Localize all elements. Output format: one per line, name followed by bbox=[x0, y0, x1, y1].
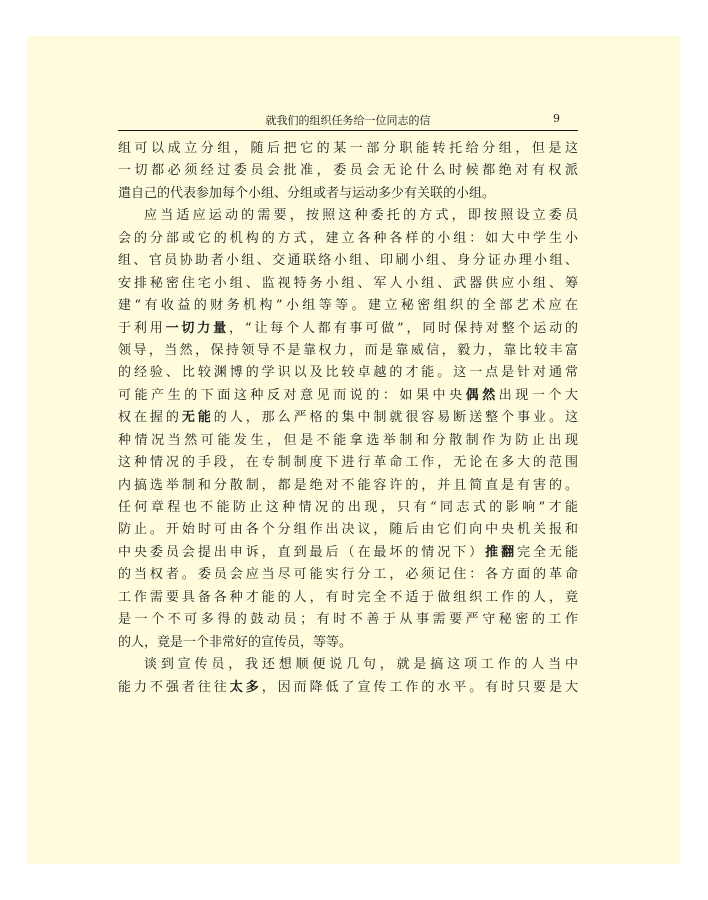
text-line bbox=[118, 475, 578, 497]
text-line bbox=[118, 407, 578, 429]
emphasis-text: 偶然 bbox=[465, 387, 499, 403]
text-segment: 一切都必须经过委员会批准，委员会无论什么时候都绝对有权派 bbox=[118, 163, 578, 179]
text-segment: 可能产生的下面这种反对意见而说的：如果中央 bbox=[118, 387, 466, 403]
text-segment: 任何章程也不能防止这种情况的出现，只有“同志式的影响”才能 bbox=[118, 500, 578, 515]
text-segment: 组可以成立分组，随后把它的某一部分职能转托给分组，但是这 bbox=[118, 141, 578, 156]
text-segment: 应当适应运动的需要，按照这种委托的方式，即按照设立委员 bbox=[144, 208, 578, 224]
text-segment: 这种情况的手段，在专制制度下进行革命工作，无论在多大的范围 bbox=[118, 455, 578, 471]
text-line bbox=[118, 430, 578, 452]
text-segment: 防止。开始时可由各个分组作出决议，随后由它们向中央机关报和 bbox=[118, 522, 578, 538]
text-line bbox=[118, 632, 578, 654]
text-line bbox=[118, 542, 578, 564]
text-segment: 中央委员会提出申诉，直到最后（在最坏的情况下） bbox=[118, 544, 486, 560]
header-title: 就我们的组织任务给一位同志的信 bbox=[265, 114, 431, 127]
text-segment: 完全无能 bbox=[517, 544, 578, 560]
text-line bbox=[118, 228, 578, 250]
emphasis-text: 无能 bbox=[181, 410, 214, 426]
emphasis-text: 太多 bbox=[229, 679, 262, 695]
body-text bbox=[118, 138, 578, 699]
text-line bbox=[118, 205, 578, 227]
text-segment: 内搞选举制和分散制，都是绝对不能容许的，并且简直是有害的。 bbox=[118, 477, 578, 493]
text-line bbox=[118, 609, 578, 631]
text-line bbox=[118, 160, 578, 182]
emphasis-text: 一切力量 bbox=[165, 320, 229, 336]
text-segment: 的人，那么严格的集中制就很容易断送整个事业。这 bbox=[213, 410, 578, 426]
text-segment: 能力不强者往往 bbox=[118, 679, 230, 695]
text-line bbox=[118, 318, 578, 340]
emphasis-text: 推翻 bbox=[485, 544, 518, 560]
text-segment: 权在握的 bbox=[118, 410, 182, 426]
running-header bbox=[118, 110, 578, 132]
text-segment: 工作需要具备各种才能的人，有时完全不适于做组织工作的人，竟 bbox=[118, 589, 578, 605]
page-number: 9 bbox=[553, 112, 560, 125]
text-segment: 是一个不可多得的鼓动员；有时不善于从事需要严守秘密的工作 bbox=[118, 612, 578, 628]
text-segment: 会的分部或它的机构的方式，建立各种各样的小组：如大中学生小 bbox=[118, 230, 578, 246]
text-segment: 遣自己的代表参加每个小组、分组或者与运动多少有关联的小组。 bbox=[118, 185, 496, 201]
text-segment: 安排秘密住宅小组、监视特务小组、军人小组、武器供应小组、筹 bbox=[118, 275, 578, 291]
text-segment: 于利用 bbox=[118, 320, 166, 336]
text-line bbox=[118, 362, 578, 384]
text-segment: 的当权者。委员会应当尽可能实行分工，必须记住：各方面的革命 bbox=[118, 567, 578, 583]
text-line bbox=[118, 295, 578, 317]
header-rule bbox=[118, 130, 578, 131]
text-line bbox=[118, 519, 578, 541]
text-segment: 领导，当然，保持领导不是靠权力，而是靠威信，毅力，靠比较丰富 bbox=[118, 342, 578, 358]
text-line bbox=[118, 250, 578, 272]
text-line bbox=[118, 564, 578, 586]
text-segment: ，“让每个人都有事可做”，同时保持对整个运动的 bbox=[228, 320, 578, 336]
text-segment: 组、官员协助者小组、交通联络小组、印刷小组、身分证办理小组、 bbox=[118, 253, 578, 269]
text-segment: ，因而降低了宣传工作的水平。有时只要是大 bbox=[261, 679, 578, 695]
text-line bbox=[118, 385, 578, 407]
text-line bbox=[118, 497, 578, 519]
text-line bbox=[118, 677, 578, 699]
text-line bbox=[118, 340, 578, 362]
text-line bbox=[118, 654, 578, 676]
text-segment: 谈到宣传员，我还想顺便说几句，就是搞这项工作的人当中 bbox=[144, 657, 578, 673]
text-line bbox=[118, 587, 578, 609]
text-line bbox=[118, 138, 578, 160]
text-segment: 种情况当然可能发生，但是不能拿选举制和分散制作为防止出现 bbox=[118, 432, 578, 448]
text-segment: 的经验、比较渊博的学识以及比较卓越的才能。这一点是针对通常 bbox=[118, 365, 578, 381]
text-line bbox=[118, 452, 578, 474]
text-segment: 出现一个大 bbox=[498, 387, 578, 403]
text-segment: 的人，竟是一个非常好的宣传员，等等。 bbox=[118, 634, 353, 650]
text-line bbox=[118, 183, 578, 205]
text-line bbox=[118, 273, 578, 295]
text-segment: 建“有收益的财务机构”小组等等。建立秘密组织的全部艺术应在 bbox=[118, 298, 578, 314]
